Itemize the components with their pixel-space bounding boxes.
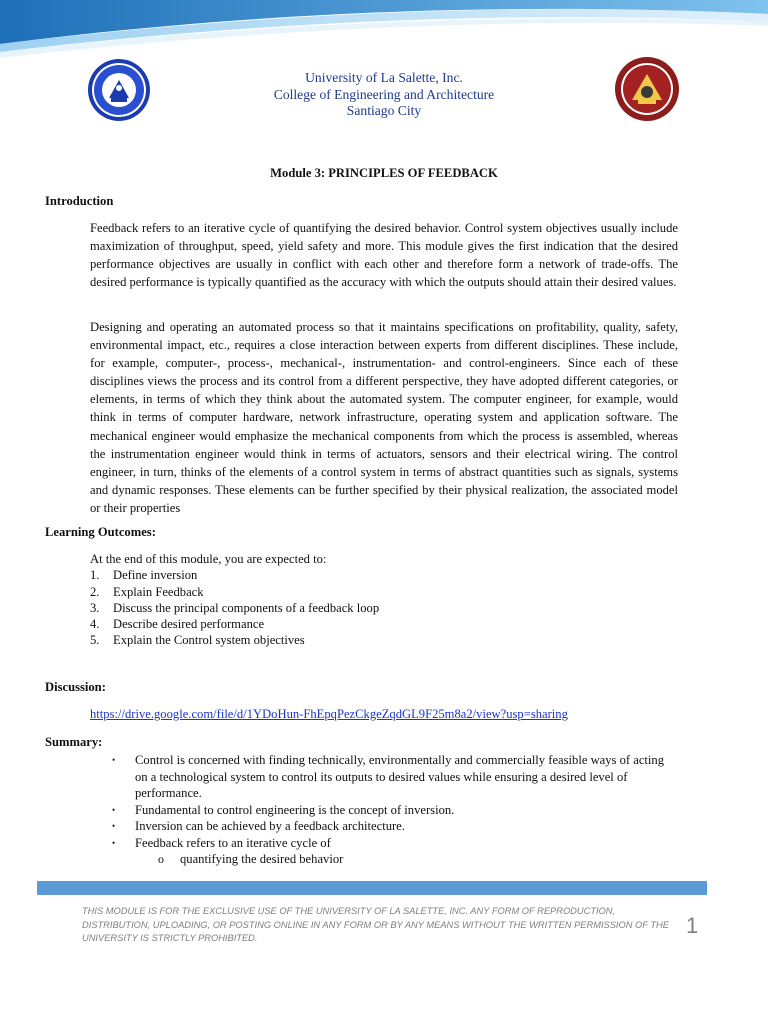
item-text: Define inversion — [113, 568, 198, 583]
bullet-icon: • — [112, 821, 116, 831]
bullet-icon: • — [112, 755, 116, 765]
sub-list-item — [112, 851, 672, 868]
module-title: Module 3: PRINCIPLES OF FEEDBACK — [270, 166, 498, 180]
copyright-notice: THIS MODULE IS FOR THE EXCLUSIVE USE OF THE UNIVERSITY OF LA SALETTE, INC. ANY FORM OF REPRODUCTION, DISTRIBUTION, UPLOADING, OR POSTING ONLINE IN ANY FORM OR BY ANY MEANS WITHOUT THE WRITTEN PERMISSION OF THE UNIVERSITY IS STRICTLY PROHIBITED. — [82, 906, 669, 943]
introduction-heading: Introduction — [45, 194, 114, 208]
intro-paragraph-1: Feedback refers to an iterative cycle of quantifying the desired behavior. Control system objectives usually include maximization of throughput, speed, yield safety and more. This module gives the first indication that the desired performance objectives are usually in conflict with each other and therefore form a network of trade-offs. The desired performance is typically quantified as the accuracy with which the outputs should attain their desired values. — [90, 221, 678, 290]
item-text: Describe desired performance — [113, 617, 265, 632]
bullet-icon: • — [112, 804, 116, 815]
bullet-icon: • — [112, 837, 116, 848]
item-number: 3. — [90, 600, 100, 615]
item-number: 4. — [90, 617, 100, 632]
list-item — [112, 802, 672, 819]
item-text: Explain the Control system objectives — [113, 633, 305, 648]
learning-outcomes-list — [90, 551, 379, 649]
list-item — [112, 835, 672, 852]
list-item — [112, 818, 672, 835]
footer-bar — [37, 881, 707, 895]
intro-paragraph-2: Designing and operating an automated process so that it maintains specifications on profitability, quality, safety, environmental impact, etc., requires a close interaction between experts from different disciplines. These include, for example, computer-, process-, mechanical-, instrumentation- and control-engineers. Since each of these disciplines views the process and its control from a different perspective, they have adopted different categories, or elements, in terms of which they think about the automated system. The computer engineer, for example, would think in terms of computer hardware, network infrastructure, operating system and application software. The mechanical engineer would emphasize the mechanical components from which the process is assembled, whereas the instrumentation engineer would think in terms of actuators, sensors and their electrical wiring. The control engineer, in turn, thinks of the elements of a control system in terms of abstract quantities such as signals, systems and dynamic responses. These elements can be further specified by their physical realization, the associated model or their properties — [90, 320, 678, 515]
summary-heading: Summary: — [45, 735, 103, 749]
circle-bullet-icon: o — [158, 852, 164, 866]
bullet-text: Fundamental to control engineering is the concept of inversion. — [135, 802, 455, 817]
list-item — [90, 632, 379, 648]
summary-list — [112, 752, 672, 868]
learning-outcomes-heading: Learning Outcomes: — [45, 525, 156, 539]
list-item — [90, 600, 379, 616]
page-number: 1 — [686, 913, 699, 938]
item-text: Discuss the principal components of a feedback loop — [113, 600, 380, 615]
bullet-text: Feedback refers to an iterative cycle of — [135, 835, 331, 850]
item-text: Explain Feedback — [113, 584, 204, 599]
discussion-drive-link[interactable]: https://drive.google.com/file/d/1YDoHun-FhEpqPezCkgeZqdGL9F25m8a2/view?usp=sharing — [90, 707, 568, 721]
list-item — [112, 752, 672, 802]
list-item — [90, 584, 379, 600]
city-name: Santiago City — [346, 103, 422, 118]
college-name: College of Engineering and Architecture — [273, 86, 495, 102]
discussion-heading: Discussion: — [45, 680, 106, 694]
college-seal-logo — [614, 56, 680, 122]
item-number: 2. — [90, 584, 100, 599]
list-item — [90, 616, 379, 632]
bullet-text: Control is concerned with finding technically, environmentally and commercially feasible ways of acting on a technological system to control its outputs to desired values while ensuring a desired level of performance. — [135, 753, 665, 800]
outcomes-intro: At the end of this module, you are expected to: — [90, 552, 327, 566]
list-item — [90, 567, 379, 583]
item-number: 5. — [90, 633, 100, 648]
university-name: University of La Salette, Inc. — [305, 70, 463, 85]
header-wave-decoration — [0, 0, 768, 60]
sub-bullet-text: quantifying the desired behavior — [180, 852, 344, 866]
bullet-text: Inversion can be achieved by a feedback architecture. — [135, 819, 405, 833]
item-number: 1. — [90, 568, 100, 583]
institution-header — [200, 70, 568, 120]
university-seal-logo — [87, 58, 151, 122]
